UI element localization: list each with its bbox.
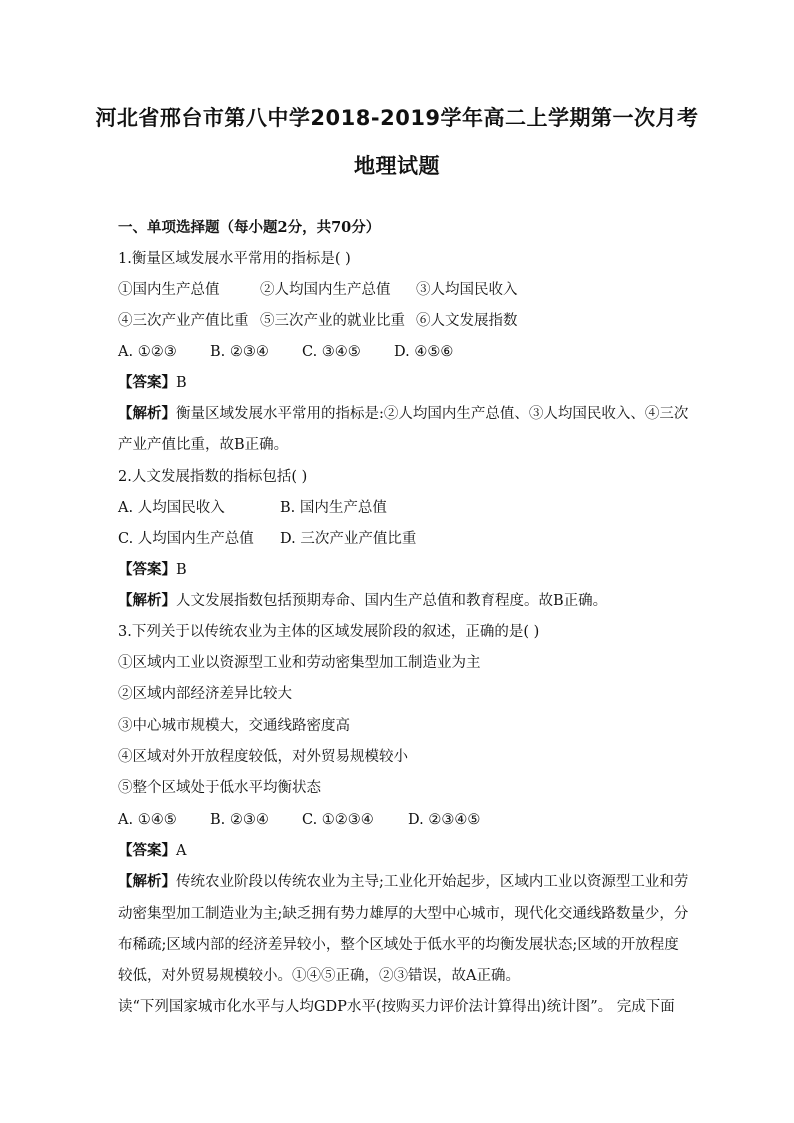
answer-value: B [176, 562, 187, 578]
q2-option-c: C. 人均国内生产总值 [118, 531, 254, 547]
q3-item: ③中心城市规模大，交通线路密度高 [118, 718, 350, 734]
document-title-line2: 地理试题 [354, 154, 440, 178]
analysis-text: 传统农业阶段以传统农业为主导;工业化开始起步，区域内工业以资源型工业和劳 [176, 874, 689, 890]
q1-option-c: C. ③④⑤ [302, 344, 361, 360]
q1-analysis-cont: 产业产值比重，故B正确。 [118, 437, 289, 453]
q1-options [118, 343, 688, 361]
q3-item: ④区域对外开放程度较低，对外贸易规模较小 [118, 749, 408, 765]
q1-items-row1 [118, 281, 688, 299]
answer-value: A [176, 843, 187, 859]
section-header: 一、单项选择题（每小题2分，共70分） [118, 219, 381, 236]
q3-analysis-cont: 动密集型加工制造业为主;缺乏拥有势力雄厚的大型中心城市，现代化交通线路数量少，分 [118, 906, 689, 922]
q3-item: ②区域内部经济差异比较大 [118, 686, 292, 702]
q3-option-c: C. ①②③④ [302, 812, 374, 828]
q3-analysis-cont: 布稀疏;区域内部的经济差异较小，整个区域处于低水平的均衡发展状态;区域的开放程度 [118, 937, 679, 953]
answer-label: 【答案】 [118, 842, 176, 859]
reading-intro: 读“下列国家城市化水平与人均GDP水平(按购买力评价法计算得出)统计图”。 完成下面 [118, 999, 675, 1015]
analysis-text: 衡量区域发展水平常用的指标是:②人均国内生产总值、③人均国民收入、④三次 [176, 406, 689, 422]
document-title-line1: 河北省邢台市第八中学2018-2019学年高二上学期第一次月考 [95, 106, 699, 130]
q1-item: ②人均国内生产总值 [260, 282, 391, 298]
q3-option-a: A. ①④⑤ [118, 812, 177, 828]
analysis-label: 【解析】 [118, 405, 176, 422]
q3-analysis [118, 873, 688, 891]
q1-option-a: A. ①②③ [118, 344, 177, 360]
q2-options-row1 [118, 499, 688, 517]
q1-option-b: B. ②③④ [210, 344, 269, 360]
q2-analysis [118, 592, 688, 610]
q2-option-d: D. 三次产业产值比重 [280, 531, 417, 547]
q3-analysis-cont: 较低，对外贸易规模较小。①④⑤正确，②③错误，故A正确。 [118, 968, 520, 984]
q3-item: ⑤整个区域处于低水平均衡状态 [118, 780, 321, 796]
q1-item: ③人均国民收入 [416, 282, 518, 298]
answer-label: 【答案】 [118, 561, 176, 578]
answer-value: B [176, 375, 187, 391]
analysis-label: 【解析】 [118, 873, 176, 890]
q3-option-b: B. ②③④ [210, 812, 269, 828]
q3-option-d: D. ②③④⑤ [408, 812, 481, 828]
analysis-label: 【解析】 [118, 592, 176, 609]
q2-option-a: A. 人均国民收入 [118, 500, 225, 516]
q1-option-d: D. ④⑤⑥ [394, 344, 454, 360]
q1-item: ⑤三次产业的就业比重 [260, 313, 405, 329]
q2-options-row2 [118, 530, 688, 548]
q3-answer [118, 842, 688, 860]
q2-stem: 2.人文发展指数的指标包括( ) [118, 469, 308, 485]
q2-option-b: B. 国内生产总值 [280, 500, 387, 516]
q3-item: ①区域内工业以资源型工业和劳动密集型加工制造业为主 [118, 655, 481, 671]
q1-analysis [118, 405, 688, 423]
q3-options [118, 811, 688, 829]
q1-item: ④三次产业产值比重 [118, 313, 249, 329]
q2-answer [118, 561, 688, 579]
answer-label: 【答案】 [118, 374, 176, 391]
q1-stem: 1.衡量区域发展水平常用的指标是( ) [118, 251, 351, 267]
q3-stem: 3.下列关于以传统农业为主体的区域发展阶段的叙述，正确的是( ) [118, 624, 540, 640]
q1-item: ⑥人文发展指数 [416, 313, 518, 329]
q1-items-row2 [118, 312, 688, 330]
q1-item: ①国内生产总值 [118, 282, 220, 298]
q1-answer [118, 374, 688, 392]
analysis-text: 人文发展指数包括预期寿命、国内生产总值和教育程度。故B正确。 [176, 593, 608, 609]
